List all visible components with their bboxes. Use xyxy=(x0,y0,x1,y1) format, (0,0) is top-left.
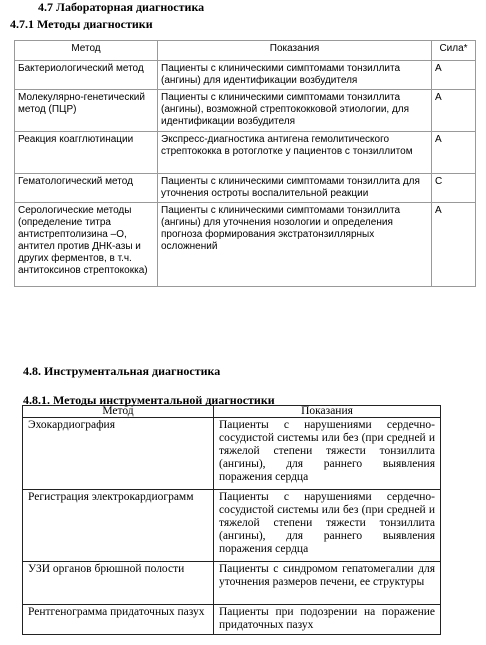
column-header-indication: Показания xyxy=(214,406,441,418)
method-cell: УЗИ органов брюшной полости xyxy=(23,562,214,605)
method-cell: Серологические методы (определение титра антистрептолизина –О, антител против ДНК-азы и других ферментов, в т.ч. антитоксинов стрептококка) xyxy=(15,203,158,287)
strength-cell: A xyxy=(432,90,476,132)
strength-cell: A xyxy=(432,203,476,287)
table-row xyxy=(23,562,441,605)
instrumental-diagnostics-title: 4.8. Инструментальная диагностика xyxy=(23,364,221,378)
strength-cell: C xyxy=(432,174,476,203)
table-row xyxy=(15,90,476,132)
table-row xyxy=(15,132,476,174)
method-cell: Рентгенограмма придаточных пазух xyxy=(23,605,214,635)
diagnostic-methods-subtitle: 4.7.1 Методы диагностики xyxy=(10,17,153,31)
indication-cell: Пациенты при подозрении на поражение придаточных пазух xyxy=(214,605,441,635)
lab-methods-table xyxy=(14,40,476,287)
method-cell: Бактериологический метод xyxy=(15,61,158,90)
table-row xyxy=(15,61,476,90)
method-cell: Гематологический метод xyxy=(15,174,158,203)
column-header-method: Метод xyxy=(15,41,158,61)
method-cell: Эхокардиография xyxy=(23,418,214,490)
indication-cell: Пациенты с нарушениями сердечно-сосудистой системы или без (при средней и тяжелой степени тяжести тонзиллита (ангины), для раннего выявления поражения сердца xyxy=(214,418,441,490)
table-row xyxy=(15,203,476,287)
indication-cell: Пациенты с клиническими симптомами тонзиллита (ангины) для идентификации возбудителя xyxy=(158,61,432,90)
indication-cell: Пациенты с клиническими симптомами тонзиллита (ангины), возможной стрептококковой этиологии, для идентификации возбудителя xyxy=(158,90,432,132)
indication-cell: Пациенты с клиническими симптомами тонзиллита (ангины) для уточнения нозологии и определения прогноза формирования экстратонзиллярных осложнений xyxy=(158,203,432,287)
column-header-strength: Сила* xyxy=(432,41,476,61)
table-row xyxy=(15,174,476,203)
indication-cell: Экспресс-диагностика антигена гемолитического стрептококка в ротоглотке у пациентов с тонзиллитом xyxy=(158,132,432,174)
indication-cell: Пациенты с клиническими симптомами тонзиллита для уточнения остроты воспалительной реакции xyxy=(158,174,432,203)
column-header-method: Метод xyxy=(23,406,214,418)
column-header-indication: Показания xyxy=(158,41,432,61)
indication-cell: Пациенты с синдромом гепатомегалии для уточнения размеров печени, ее структуры xyxy=(214,562,441,605)
method-cell: Регистрация электрокардиограмм xyxy=(23,490,214,562)
instrumental-methods-table xyxy=(22,405,441,635)
strength-cell: A xyxy=(432,61,476,90)
method-cell: Реакция коагглютинации xyxy=(15,132,158,174)
table-row xyxy=(23,418,441,490)
indication-cell: Пациенты с нарушениями сердечно-сосудистой системы или без (при средней и тяжелой степени тяжести тонзиллита (ангины), для раннего выявления поражения сердца xyxy=(214,490,441,562)
table-row xyxy=(23,490,441,562)
method-cell: Молекулярно-генетический метод (ПЦР) xyxy=(15,90,158,132)
table-row xyxy=(23,605,441,635)
instrumental-methods-subtitle: 4.8.1. Методы инструментальной диагностики xyxy=(23,393,275,407)
strength-cell: A xyxy=(432,132,476,174)
table-header-row xyxy=(23,406,441,418)
lab-diagnostics-title: 4.7 Лабораторная диагностика xyxy=(38,0,205,14)
table-header-row xyxy=(15,41,476,61)
